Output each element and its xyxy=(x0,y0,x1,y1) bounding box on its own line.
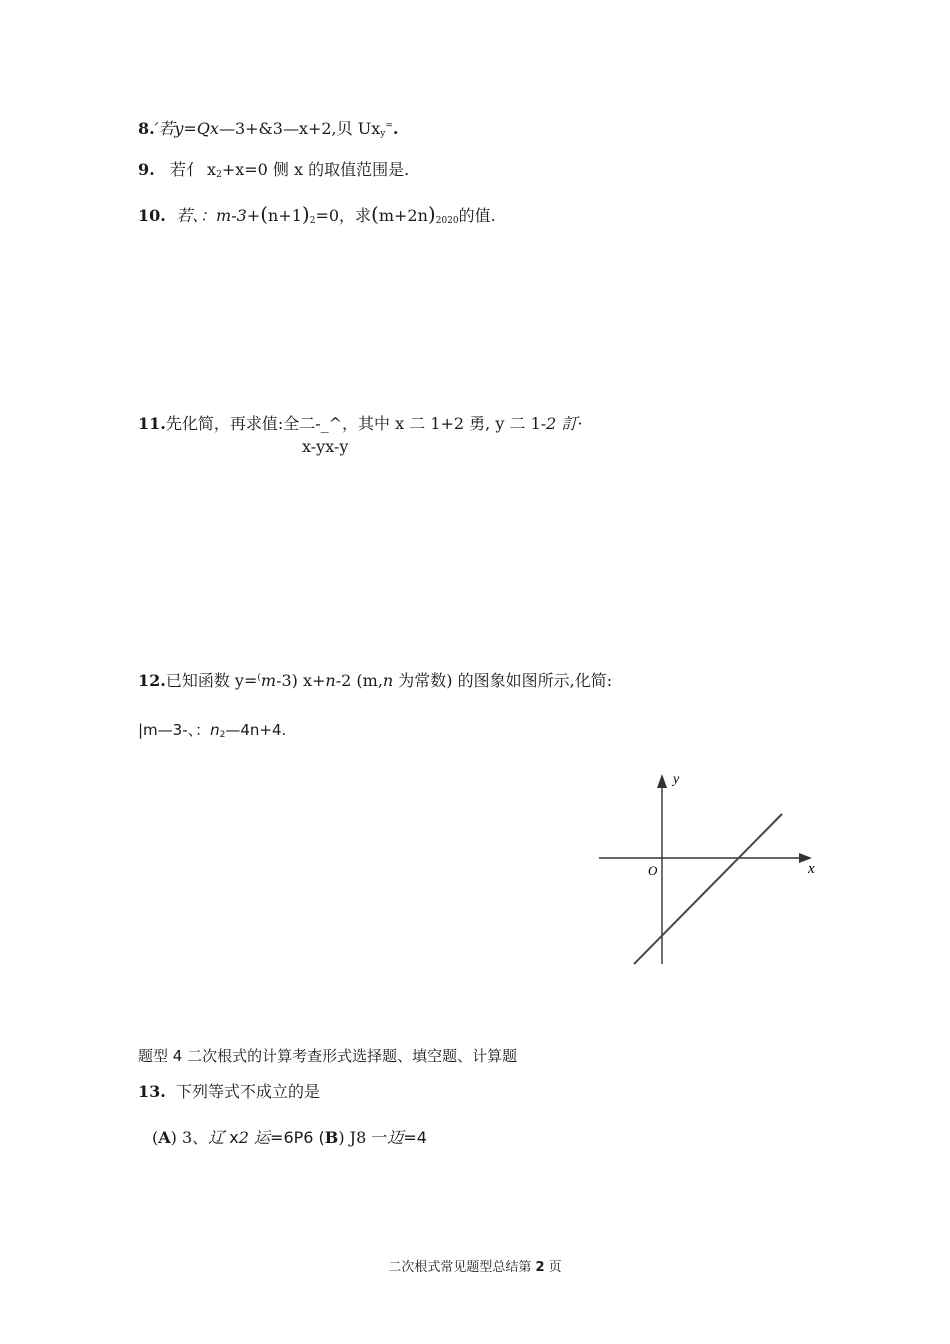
question-9 xyxy=(138,160,409,185)
x-axis-label: x xyxy=(808,861,815,877)
q13-text: 下列等式不成立的是 xyxy=(176,1082,321,1101)
question-number: 11. xyxy=(138,414,166,433)
q12-part-a: 已知函数 y= xyxy=(165,671,258,690)
q11-part-a: 先化简，再求值:全二-_^，其中 x 二 1+2 勇, y 二 1- xyxy=(165,414,547,433)
q10-paren-close: ) xyxy=(301,202,310,226)
question-number: 9. xyxy=(138,160,155,179)
q9-part-c: +x=0 侧 x 的取值范围是. xyxy=(221,160,410,179)
question-13-options xyxy=(152,1128,427,1148)
function-line xyxy=(634,814,782,964)
footer-page-suffix: 页 xyxy=(544,1260,562,1275)
q12-var-n: n xyxy=(325,671,336,690)
q11-denominator: x-yx-y xyxy=(302,437,349,456)
question-10 xyxy=(138,204,496,231)
page-footer xyxy=(0,1256,950,1275)
y-axis-label: y xyxy=(673,772,680,787)
footer-page-number: 2 xyxy=(535,1260,545,1275)
q11-dot: · xyxy=(577,414,583,433)
q13-opt-a-result: =6P6 ( xyxy=(270,1128,325,1147)
question-number: 13. xyxy=(138,1082,166,1101)
footer-text: 二次根式常见题型总结第 xyxy=(388,1260,536,1275)
q10-part-h: m+2n xyxy=(378,206,428,225)
question-number: 10. xyxy=(138,206,166,225)
q12-var-m: m xyxy=(260,671,277,690)
q12b-var-n: n xyxy=(210,721,220,739)
q10-paren-close-2: ) xyxy=(427,202,436,226)
q9-part-a: 若亻 x xyxy=(169,160,217,179)
q13-opt-a-glyph: 辽 xyxy=(208,1128,225,1147)
q13-opt-b-glyph: 迈 xyxy=(387,1128,404,1147)
q10-part-k: 的值. xyxy=(458,206,496,225)
q13-opt-a-text: ) 3、 xyxy=(170,1128,209,1147)
question-12-expression xyxy=(138,720,286,745)
question-12 xyxy=(138,668,612,691)
function-graph xyxy=(596,768,828,968)
q12b-part-d: —4n+4. xyxy=(225,721,287,739)
q10-paren-open-2: ( xyxy=(371,202,379,226)
q10-exp-2020: 2020 xyxy=(435,216,459,226)
question-13 xyxy=(138,1082,320,1102)
q12-part-h: 为常数) 的图象如图所示,化简: xyxy=(393,671,613,690)
q13-opt-b-text: ) J8 一 xyxy=(338,1128,388,1147)
q13-opt-a-glyph-2: 2 运 xyxy=(238,1128,271,1147)
question-11 xyxy=(138,414,583,434)
origin-label: O xyxy=(648,863,658,878)
option-label-a: A xyxy=(158,1128,171,1147)
q8-part-b: 若y=Qx xyxy=(158,119,219,138)
q8-mark: ′ xyxy=(154,119,159,138)
q13-opt-a-open: ( xyxy=(152,1128,159,1147)
q12-part-d: -3) x+ xyxy=(276,671,326,690)
q12b-part-a: |m—3-、： xyxy=(138,721,211,739)
question-number: 12. xyxy=(138,671,166,690)
section-title: 题型 4 二次根式的计算考查形式选择题、填空题、计算题 xyxy=(138,1047,518,1065)
q10-part-c: n+1 xyxy=(268,206,302,225)
q9-sub: 2 xyxy=(216,170,222,180)
q13-opt-a-x: x xyxy=(224,1128,239,1147)
q8-end: . xyxy=(392,119,399,138)
q8-part-c: —3+&3—x+2,贝 Ux xyxy=(218,119,381,138)
q12-part-f: -2 (m, xyxy=(335,671,383,690)
q11-part-b: 2 訂 xyxy=(546,414,578,433)
q12b-sub: 2 xyxy=(219,730,226,740)
q12-var-n-2: n xyxy=(382,671,394,690)
option-label-b: B xyxy=(324,1128,339,1147)
q8-sub-y: y xyxy=(380,129,386,139)
q10-part-a: 若、：m-3+ xyxy=(176,206,261,225)
q12-paren: ( xyxy=(257,673,261,683)
q10-part-f: =0，求 xyxy=(315,206,372,225)
question-number: 8. xyxy=(138,119,155,138)
q13-opt-b-result: =4 xyxy=(403,1128,427,1147)
q10-paren-open: ( xyxy=(260,202,268,226)
y-axis-arrow xyxy=(657,774,667,788)
q8-sup: = xyxy=(385,121,393,131)
q10-exp-2: 2 xyxy=(309,216,316,226)
question-8 xyxy=(138,116,398,144)
